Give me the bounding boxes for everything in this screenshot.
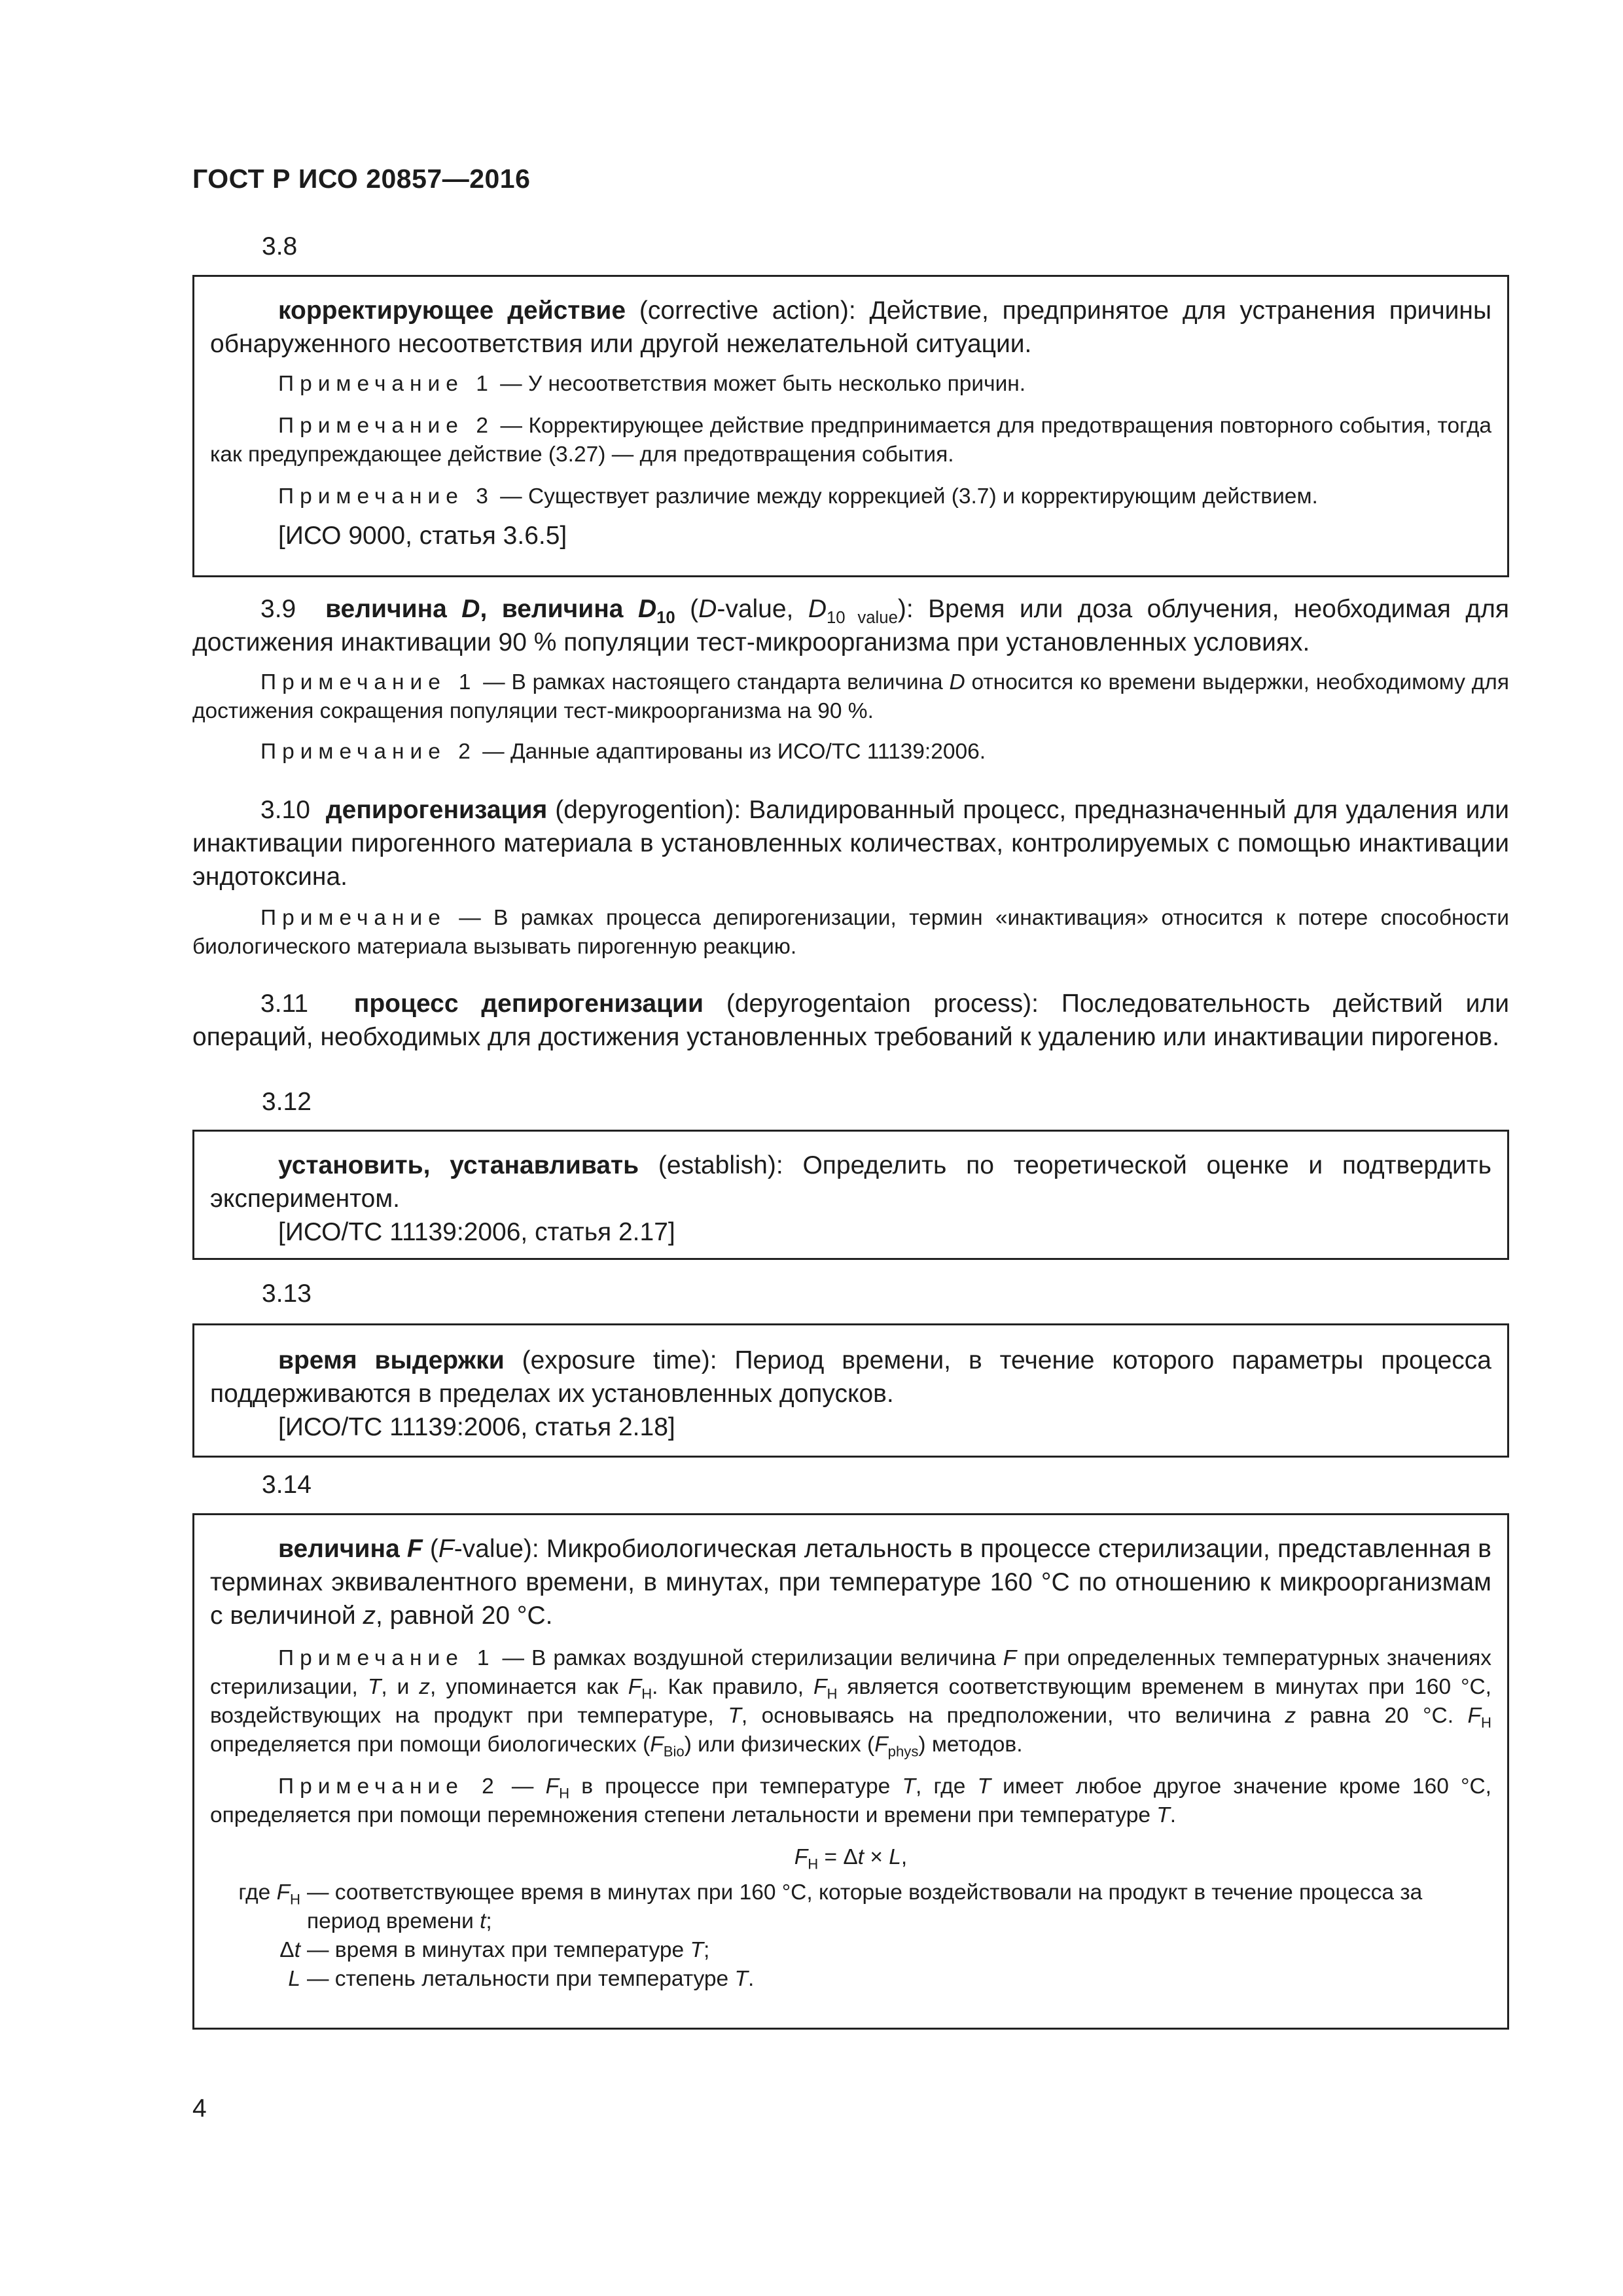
definition-3-10: 3.10 депирогенизация (depyrogention): Валидированный процесс, предназначенный для удаления или инактивации пирогенного материала в установленных количествах, контролируемых с помощью инактивации эндотоксина. bbox=[192, 796, 1509, 891]
definition-3-12: установить, устанавливать (establish): Определить по теоретической оценке и подтвердить экспериментом. bbox=[210, 1151, 1491, 1213]
section-3-10 bbox=[192, 793, 1509, 961]
where-item-dt: Δt — время в минутах при температуре T; bbox=[279, 1938, 710, 1962]
section-number-3-12: 3.12 bbox=[262, 1088, 312, 1116]
definition-3-13: время выдержки (exposure time): Период времени, в течение которого параметры процесса поддерживаются в пределах их установленных допусков. bbox=[210, 1346, 1491, 1408]
term-3-11: процесс депирогенизации bbox=[353, 990, 704, 1018]
section-number-3-14: 3.14 bbox=[262, 1471, 312, 1499]
where-item-fh: где $F_H$ — соответствующее время в минутах при 160 °С, которые воздействовали на продукт в течение процесса за период времени t; bbox=[238, 1880, 1423, 1933]
note-3-14-2: Примечание 2 — $F_H$ в процессе при температуре T, где T имеет любое другое значение кроме 160 °С, определяется при помощи перемножения степени летальности и времени при температуре T. bbox=[210, 1774, 1491, 1827]
section-3-11 bbox=[192, 987, 1509, 1054]
term-3-12: установить, устанавливать bbox=[278, 1151, 639, 1179]
note-3-8-1: Примечание 1 — У несоответствия может быть несколько причин. bbox=[278, 372, 1026, 396]
page-number: 4 bbox=[192, 2094, 207, 2123]
source-3-8: [ИСО 9000, статья 3.6.5] bbox=[278, 522, 567, 550]
definition-3-9: 3.9 величина D, величина $D_{10}$ (D-value, $D_{10 value}$): Время или доза облучения, необходимая для достижения инактивации 90 % популяции тест-микроорганизма при установленных условиях. bbox=[192, 595, 1509, 656]
term-box-3-8 bbox=[192, 275, 1509, 577]
term-box-3-13 bbox=[192, 1323, 1509, 1458]
term-3-14: величина F bbox=[278, 1535, 423, 1563]
section-number-3-8: 3.8 bbox=[262, 232, 298, 260]
term-3-9: величина D, величина $D_{10}$ bbox=[325, 595, 675, 627]
where-item-l: L — степень летальности при температуре T. bbox=[288, 1967, 755, 1991]
term-3-8: корректирующее действие bbox=[278, 296, 626, 325]
definition-3-8: корректирующее действие (corrective action): Действие, предпринятое для устранения причины обнаруженного несоответствия или другой нежелательной ситуации. bbox=[210, 296, 1491, 358]
term-box-3-14 bbox=[192, 1513, 1509, 2030]
formula: $F_H = \Delta t \times L$, bbox=[794, 1845, 908, 1873]
note-3-8-2: Примечание 2 — Корректирующее действие предпринимается для предотвращения повторного события, тогда как предупреждающее действие (3.27) — для предотвращения события. bbox=[210, 414, 1491, 467]
source-3-12: [ИСО/ТС 11139:2006, статья 2.17] bbox=[278, 1218, 675, 1246]
term-3-13: время выдержки bbox=[278, 1346, 505, 1374]
note-3-14-1: Примечание 1 — В рамках воздушной стерилизации величина F при определенных температурных значениях стерилизации, T, и z, упоминается как $F_H$. Как правило, $F_H$ является соответствующим временем в минутах при 160 °С, воздействующих на продукт при температуре, T, основываясь на предположении, что величина z равна 20 °С. $F_H$ определяется при помощи биологических $(F_{Bio})$ или физических $(F_{phys})$ методов. bbox=[210, 1646, 1492, 1760]
document-header: ГОСТ Р ИСО 20857—2016 bbox=[192, 164, 531, 194]
note-3-9-1: Примечание 1 — В рамках настоящего стандарта величина D относится ко времени выдержки, необходимому для достижения сокращения популяции тест-микроорганизма на 90 %. bbox=[192, 670, 1509, 723]
note-3-10: Примечание — В рамках процесса депирогенизации, термин «инактивация» относится к потере способности биологического материала вызывать пирогенную реакцию. bbox=[192, 906, 1509, 959]
source-3-13: [ИСО/ТС 11139:2006, статья 2.18] bbox=[278, 1413, 675, 1441]
section-number-3-13: 3.13 bbox=[262, 1280, 312, 1308]
definition-3-11: 3.11 процесс депирогенизации (depyrogentaion process): Последовательность действий или операций, необходимых для достижения установленных требований к удалению или инактивации пирогенов. bbox=[192, 990, 1509, 1051]
term-box-3-12 bbox=[192, 1130, 1509, 1260]
note-3-9-2: Примечание 2 — Данные адаптированы из ИСО/ТС 11139:2006. bbox=[260, 740, 986, 764]
definition-3-14: величина F (F-value): Микробиологическая летальность в процессе стерилизации, представленная в терминах эквивалентного времени, в минутах, при температуре 160 °С по отношению к микроорганизмам с величиной z, равной 20 °С. bbox=[210, 1535, 1491, 1630]
term-3-10: депирогенизация bbox=[325, 796, 548, 824]
section-3-9 bbox=[192, 592, 1509, 766]
note-3-8-3: Примечание 3 — Существует различие между коррекцией (3.7) и корректирующим действием. bbox=[278, 484, 1318, 509]
